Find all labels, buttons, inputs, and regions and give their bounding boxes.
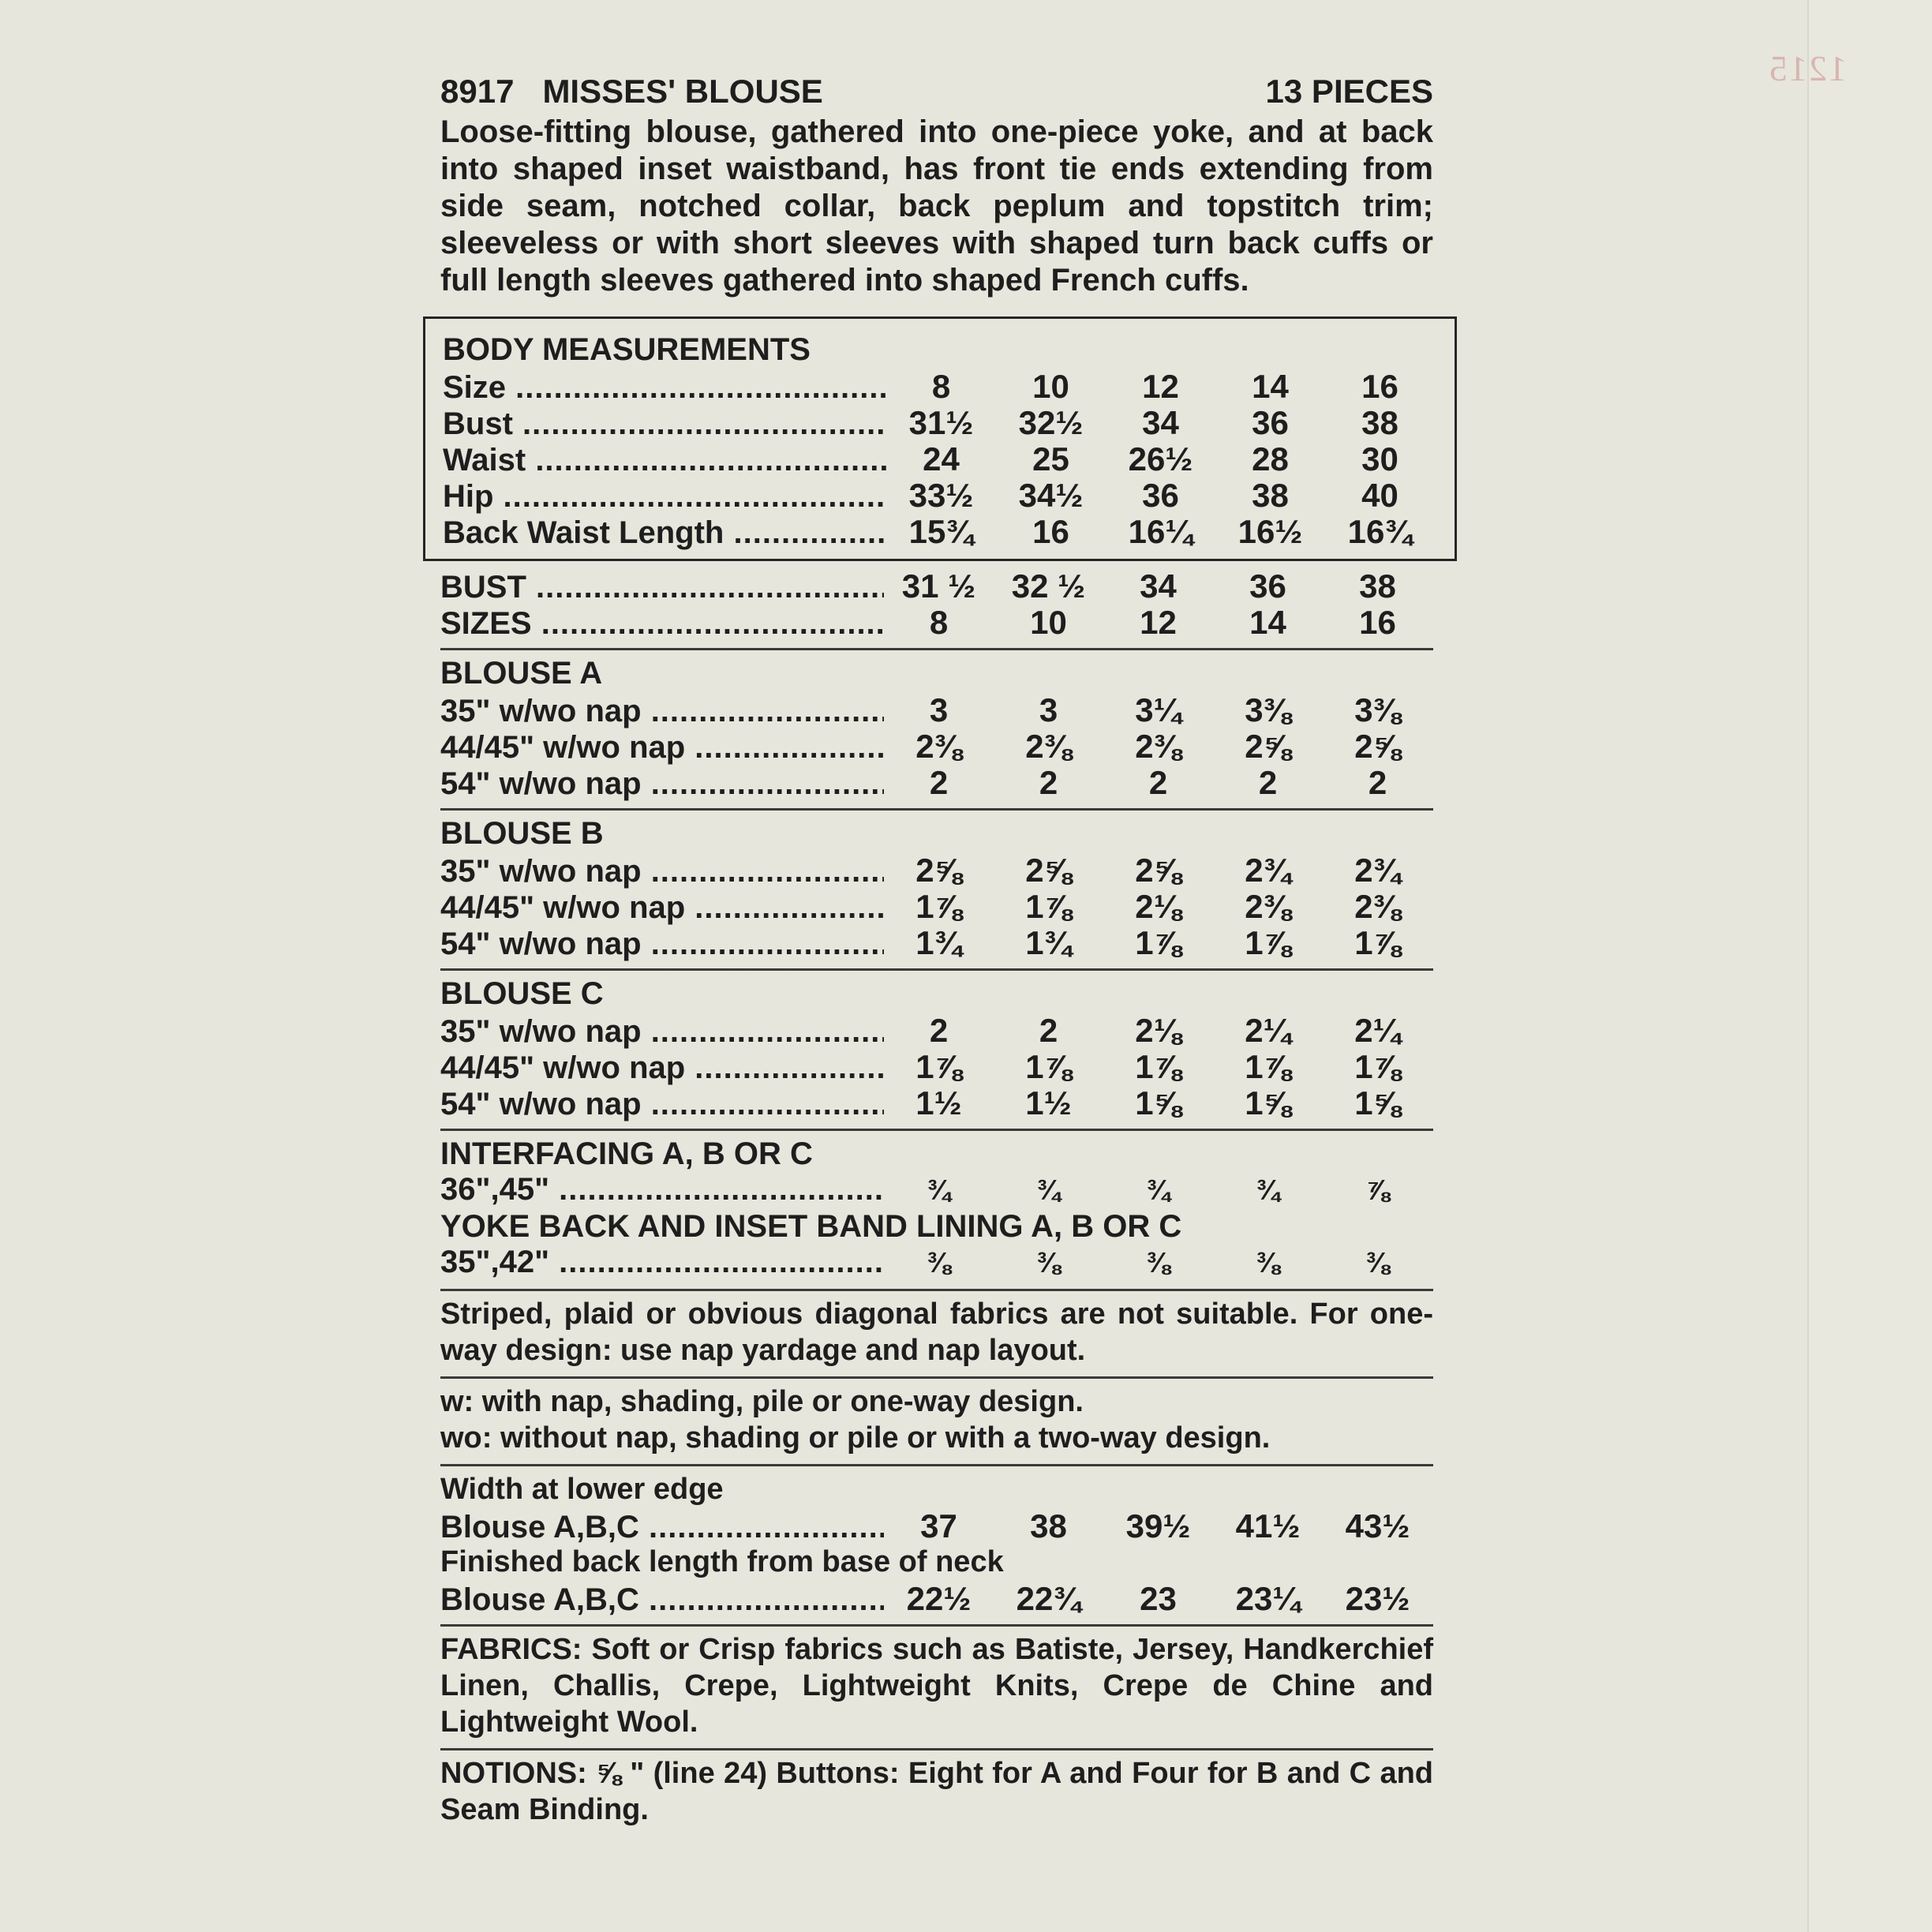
row-value: 2 bbox=[1258, 764, 1278, 801]
body-measurements-box bbox=[423, 316, 1457, 561]
row-label: 35",42" ..... bbox=[440, 1245, 884, 1280]
finished-back-table bbox=[440, 1580, 1433, 1616]
note-w: w: with nap, shading, pile or one-way design. bbox=[440, 1385, 1084, 1418]
row-value: ¾ bbox=[1146, 1174, 1170, 1206]
row-value: 1⅞ bbox=[1135, 1048, 1181, 1085]
row-value: 1⅞ bbox=[1025, 1048, 1072, 1085]
table-row bbox=[440, 728, 1433, 764]
row-value: 22¾ bbox=[1016, 1580, 1081, 1617]
table-row bbox=[440, 1084, 1433, 1121]
row-value: 2 bbox=[1039, 1012, 1058, 1049]
body-measurements-table bbox=[443, 368, 1455, 549]
row-value: 3⅜ bbox=[1245, 691, 1291, 728]
row-value: 34½ bbox=[1018, 477, 1084, 514]
row-value: 38 bbox=[1030, 1507, 1067, 1544]
note-fabrics-suitability: Striped, plaid or obvious diagonal fabrics are not suitable. For one-way design: use nap yardage and nap layout. bbox=[440, 1297, 1433, 1367]
row-value: 33½ bbox=[908, 477, 974, 514]
divider bbox=[440, 1464, 1433, 1466]
divider bbox=[440, 808, 1433, 811]
table-row bbox=[440, 888, 1433, 924]
row-value: 1½ bbox=[1025, 1084, 1072, 1121]
row-label: 36",45" ..... bbox=[440, 1172, 884, 1208]
row-value: 1⅞ bbox=[1354, 1048, 1401, 1085]
row-value: 2⅜ bbox=[1354, 888, 1401, 925]
table-row bbox=[440, 1507, 1433, 1544]
fabrics-section bbox=[440, 1631, 1433, 1740]
interfacing-title: INTERFACING A, B OR C bbox=[440, 1136, 813, 1171]
row-value: 34 bbox=[1142, 404, 1179, 441]
row-value: 8 bbox=[931, 368, 951, 405]
row-value: 8 bbox=[929, 604, 949, 641]
notions-section bbox=[440, 1755, 1433, 1828]
row-value: 38 bbox=[1359, 567, 1396, 605]
row-value: 2⅝ bbox=[1354, 728, 1401, 765]
row-value: ⅜ bbox=[1146, 1246, 1170, 1279]
stamp-number: 1215 bbox=[1768, 48, 1847, 88]
divider bbox=[440, 1289, 1433, 1291]
row-value: 2 bbox=[929, 764, 949, 801]
table-row bbox=[440, 1172, 1433, 1208]
table-row bbox=[443, 440, 1455, 477]
row-value: 22½ bbox=[906, 1580, 972, 1617]
row-value: 1⅞ bbox=[1135, 924, 1181, 961]
row-value: 2⅜ bbox=[1135, 728, 1181, 765]
blouse-c-title: BLOUSE C bbox=[440, 976, 604, 1011]
bust-sizes-table bbox=[440, 567, 1433, 640]
table-row bbox=[443, 513, 1455, 549]
row-value: 24 bbox=[923, 440, 960, 477]
row-value: 23¼ bbox=[1235, 1580, 1301, 1617]
row-value: 25 bbox=[1032, 440, 1069, 477]
row-value: 28 bbox=[1252, 440, 1289, 477]
row-label: Back Waist Length ..... bbox=[443, 515, 886, 551]
row-value: 2⅝ bbox=[1245, 728, 1291, 765]
row-value: 3 bbox=[929, 691, 949, 728]
row-label: Size ..... bbox=[443, 370, 886, 406]
row-value: 16 bbox=[1359, 604, 1396, 641]
row-label: Waist ..... bbox=[443, 443, 886, 478]
row-value: 2⅛ bbox=[1135, 888, 1181, 925]
table-row bbox=[443, 404, 1455, 440]
yoke-lining-title: YOKE BACK AND INSET BAND LINING A, B OR C bbox=[440, 1209, 1182, 1244]
width-lower-table bbox=[440, 1507, 1433, 1544]
row-value: ⅜ bbox=[1036, 1246, 1061, 1279]
row-value: 2¾ bbox=[1354, 852, 1401, 889]
row-label: 35" w/wo nap ..... bbox=[440, 1014, 884, 1050]
row-value: 41½ bbox=[1235, 1507, 1301, 1544]
row-value: 2⅝ bbox=[915, 852, 962, 889]
row-value: 36 bbox=[1142, 477, 1179, 514]
row-value: 1⅞ bbox=[1025, 888, 1072, 925]
row-label: 44/45" w/wo nap ..... bbox=[440, 890, 884, 926]
row-value: 2⅝ bbox=[1025, 852, 1072, 889]
table-row bbox=[440, 1012, 1433, 1048]
body-measurements-title: BODY MEASUREMENTS bbox=[443, 332, 811, 367]
divider bbox=[440, 648, 1433, 650]
row-value: 1½ bbox=[915, 1084, 962, 1121]
fabrics-text: Soft or Crisp fabrics such as Batiste, Jersey, Handkerchief Linen, Challis, Crepe, Lightweight Knits, Crepe de Chine and Lightweight Wool. bbox=[440, 1633, 1433, 1739]
row-label: 54" w/wo nap ..... bbox=[440, 766, 884, 802]
row-value: 23½ bbox=[1345, 1580, 1410, 1617]
row-label: 54" w/wo nap ..... bbox=[440, 927, 884, 962]
row-value: 23 bbox=[1140, 1580, 1177, 1617]
row-value: 38 bbox=[1361, 404, 1398, 441]
table-row bbox=[440, 1048, 1433, 1084]
row-value: 15¾ bbox=[908, 513, 974, 550]
table-row bbox=[443, 368, 1455, 404]
row-value: 32½ bbox=[1018, 404, 1084, 441]
row-value: 34 bbox=[1140, 567, 1177, 605]
row-label: BUST ..... bbox=[440, 570, 884, 605]
row-value: 2⅜ bbox=[1025, 728, 1072, 765]
row-value: 2⅜ bbox=[915, 728, 962, 765]
row-value: 3¼ bbox=[1135, 691, 1181, 728]
row-value: 2 bbox=[929, 1012, 949, 1049]
row-label: Blouse A,B,C ..... bbox=[440, 1582, 884, 1618]
row-value: 2¼ bbox=[1354, 1012, 1401, 1049]
blouse-c-table bbox=[440, 1012, 1433, 1121]
row-value: 3 bbox=[1039, 691, 1058, 728]
table-row bbox=[440, 924, 1433, 960]
row-label: 44/45" w/wo nap ..... bbox=[440, 730, 884, 766]
row-value: 1⅞ bbox=[1245, 924, 1291, 961]
row-value: 1⅝ bbox=[1354, 1084, 1401, 1121]
row-value: ⅞ bbox=[1365, 1174, 1390, 1206]
row-value: 16 bbox=[1032, 513, 1069, 550]
paper-edge bbox=[1807, 0, 1932, 1932]
table-row bbox=[440, 1580, 1433, 1616]
row-value: 1⅞ bbox=[1245, 1048, 1291, 1085]
row-value: 1⅞ bbox=[915, 888, 962, 925]
row-value: ¾ bbox=[1036, 1174, 1061, 1206]
row-value: 32 ½ bbox=[1011, 567, 1086, 605]
pattern-number: 8917 bbox=[440, 73, 515, 110]
row-value: 26½ bbox=[1128, 440, 1193, 477]
blouse-a-title: BLOUSE A bbox=[440, 656, 603, 691]
divider bbox=[440, 968, 1433, 971]
row-value: 16¼ bbox=[1128, 513, 1193, 550]
notions-label: NOTIONS: bbox=[440, 1757, 587, 1790]
fabrics-label: FABRICS: bbox=[440, 1633, 582, 1666]
row-value: 2 bbox=[1148, 764, 1168, 801]
finished-back-title: Finished back length from base of neck bbox=[440, 1545, 1004, 1578]
table-row bbox=[440, 764, 1433, 800]
row-value: 12 bbox=[1140, 604, 1177, 641]
row-label: SIZES ..... bbox=[440, 606, 884, 642]
row-value: 16¾ bbox=[1347, 513, 1413, 550]
width-lower-title: Width at lower edge bbox=[440, 1473, 724, 1506]
row-value: 10 bbox=[1030, 604, 1067, 641]
row-value: 38 bbox=[1252, 477, 1289, 514]
row-value: 2⅝ bbox=[1135, 852, 1181, 889]
divider bbox=[440, 1624, 1433, 1627]
divider bbox=[440, 1376, 1433, 1379]
row-value: 3⅜ bbox=[1354, 691, 1401, 728]
table-row bbox=[440, 604, 1433, 640]
interfacing-table bbox=[440, 1172, 1433, 1208]
yoke-lining-table bbox=[440, 1245, 1433, 1281]
row-value: 1¾ bbox=[915, 924, 962, 961]
row-value: ⅜ bbox=[927, 1246, 951, 1279]
blouse-a-table bbox=[440, 691, 1433, 800]
row-value: 36 bbox=[1252, 404, 1289, 441]
row-value: 1⅝ bbox=[1245, 1084, 1291, 1121]
blouse-b-title: BLOUSE B bbox=[440, 816, 604, 851]
row-value: 14 bbox=[1252, 368, 1289, 405]
row-label: 35" w/wo nap ..... bbox=[440, 694, 884, 729]
pattern-title: MISSES' BLOUSE bbox=[542, 73, 823, 110]
description: Loose-fitting blouse, gathered into one-piece yoke, and at back into shaped inset waistband, has front tie ends extending from side seam, notched collar, back peplum and topstitch trim; sleeveless or with short sleeves with shaped turn back cuffs or full length sleeves gathered into shaped French cuffs. bbox=[440, 114, 1433, 298]
row-value: 1⅞ bbox=[915, 1048, 962, 1085]
note-wo: wo: without nap, shading or pile or with a two-way design. bbox=[440, 1421, 1271, 1455]
row-label: Bust ..... bbox=[443, 406, 886, 442]
row-value: 1⅝ bbox=[1135, 1084, 1181, 1121]
blouse-b-table bbox=[440, 852, 1433, 960]
row-value: 31½ bbox=[908, 404, 974, 441]
row-value: 36 bbox=[1249, 567, 1286, 605]
row-value: 37 bbox=[920, 1507, 957, 1544]
row-value: 2⅜ bbox=[1245, 888, 1291, 925]
row-label: 44/45" w/wo nap ..... bbox=[440, 1050, 884, 1086]
row-value: ⅜ bbox=[1365, 1246, 1390, 1279]
row-value: 16½ bbox=[1237, 513, 1303, 550]
pattern-envelope-back bbox=[440, 73, 1433, 1828]
row-label: 54" w/wo nap ..... bbox=[440, 1087, 884, 1122]
divider bbox=[440, 1129, 1433, 1131]
row-value: 43½ bbox=[1345, 1507, 1410, 1544]
notions-text: ⅝ " (line 24) Buttons: Eight for A and Four for B and C and Seam Binding. bbox=[440, 1757, 1434, 1826]
row-value: 39½ bbox=[1125, 1507, 1191, 1544]
row-value: 2⅛ bbox=[1135, 1012, 1181, 1049]
row-value: ¾ bbox=[1256, 1174, 1280, 1206]
row-value: 16 bbox=[1361, 368, 1398, 405]
row-value: 30 bbox=[1361, 440, 1398, 477]
row-value: 31 ½ bbox=[901, 567, 976, 605]
row-value: 2 bbox=[1368, 764, 1387, 801]
row-value: 10 bbox=[1032, 368, 1069, 405]
divider bbox=[440, 1748, 1433, 1750]
table-row bbox=[440, 691, 1433, 728]
row-value: ¾ bbox=[927, 1174, 951, 1206]
row-value: 1¾ bbox=[1025, 924, 1072, 961]
table-row bbox=[440, 852, 1433, 888]
table-row bbox=[443, 477, 1455, 513]
row-value: 2 bbox=[1039, 764, 1058, 801]
row-value: 12 bbox=[1142, 368, 1179, 405]
row-value: ⅜ bbox=[1256, 1246, 1280, 1279]
row-label: Hip ..... bbox=[443, 479, 886, 515]
table-row bbox=[440, 567, 1433, 604]
row-label: 35" w/wo nap ..... bbox=[440, 854, 884, 889]
row-value: 40 bbox=[1361, 477, 1398, 514]
row-value: 14 bbox=[1249, 604, 1286, 641]
row-value: 2¾ bbox=[1245, 852, 1291, 889]
row-value: 1⅞ bbox=[1354, 924, 1401, 961]
pieces-count: 13 PIECES bbox=[1265, 73, 1433, 110]
header bbox=[440, 73, 1433, 112]
row-value: 2¼ bbox=[1245, 1012, 1291, 1049]
row-label: Blouse A,B,C ..... bbox=[440, 1510, 884, 1545]
table-row bbox=[440, 1245, 1433, 1281]
